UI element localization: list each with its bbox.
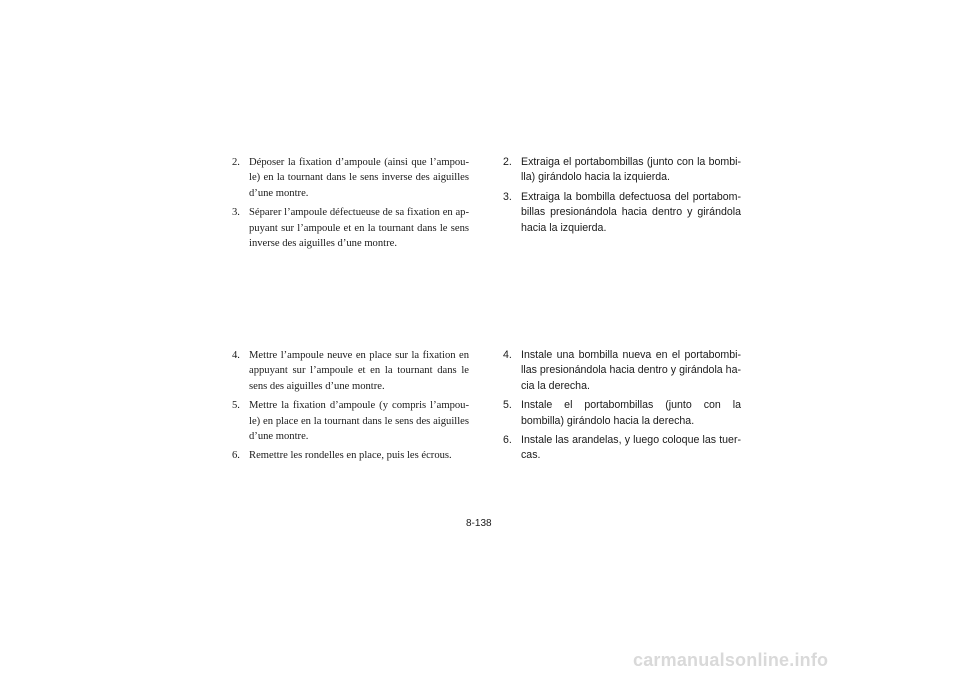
step-item: [501, 155, 741, 186]
step-number: 3.: [232, 207, 240, 219]
step-text: Extraiga la bombilla defectuosa del portabom-billas presionándola hacia dentro y girándola hacia la izquierda.: [521, 190, 741, 234]
step-item: [501, 433, 741, 464]
step-item: [229, 398, 469, 444]
step-item: [501, 398, 741, 429]
french-steps-top: [229, 155, 469, 251]
step-number: 2.: [232, 157, 240, 168]
step-text: Déposer la fixation d’ampoule (ainsi que l’ampou-le) en la tournant dans le sens inverse des aiguilles d’une montre.: [249, 157, 469, 199]
step-item: [229, 155, 469, 201]
step-text: Instale una bombilla nueva en el portabombi-llas presionándola hacia dentro y girándola ha-cia la derecha.: [521, 349, 741, 392]
step-number: 4.: [232, 350, 240, 361]
step-number: 3.: [503, 190, 512, 203]
step-number: 5.: [232, 400, 240, 412]
step-text: Séparer l’ampoule défectueuse de sa fixation en ap-puyant sur l’ampoule et en la tournant dans le sens inverse des aiguilles d’une montre.: [249, 207, 469, 250]
step-item: [229, 348, 469, 394]
step-text: Extraiga el portabombillas (junto con la bombi-lla) girándolo hacia la izquierda.: [521, 156, 741, 184]
step-number: 2.: [503, 156, 512, 168]
step-number: 6.: [232, 450, 240, 462]
step-number: 6.: [503, 434, 512, 447]
step-text: Mettre l’ampoule neuve en place sur la fixation en appuyant sur l’ampoule et en la tournant dans le sens des aiguilles d’une montre.: [249, 350, 469, 392]
step-text: Instale las arandelas, y luego coloque las tuer-cas.: [521, 434, 741, 462]
step-item: [501, 190, 741, 236]
french-steps-bottom: [229, 348, 469, 464]
spanish-steps-top: [501, 155, 741, 236]
step-text: Remettre les rondelles en place, puis les écrous.: [249, 450, 452, 462]
step-text: Instale el portabombillas (junto con la bombilla) girándolo hacia la derecha.: [521, 399, 741, 427]
watermark: carmanualsonline.info: [633, 650, 829, 670]
step-text: Mettre la fixation d’ampoule (y compris l’ampou-le) en place en la tournant dans le sens des aiguilles d’une montre.: [249, 400, 469, 443]
spanish-steps-bottom: [501, 348, 741, 464]
step-number: 5.: [503, 399, 512, 412]
step-item: [229, 448, 469, 463]
step-number: 4.: [503, 349, 512, 361]
page-number: 8-138: [466, 518, 492, 529]
step-item: [229, 205, 469, 251]
step-item: [501, 348, 741, 394]
